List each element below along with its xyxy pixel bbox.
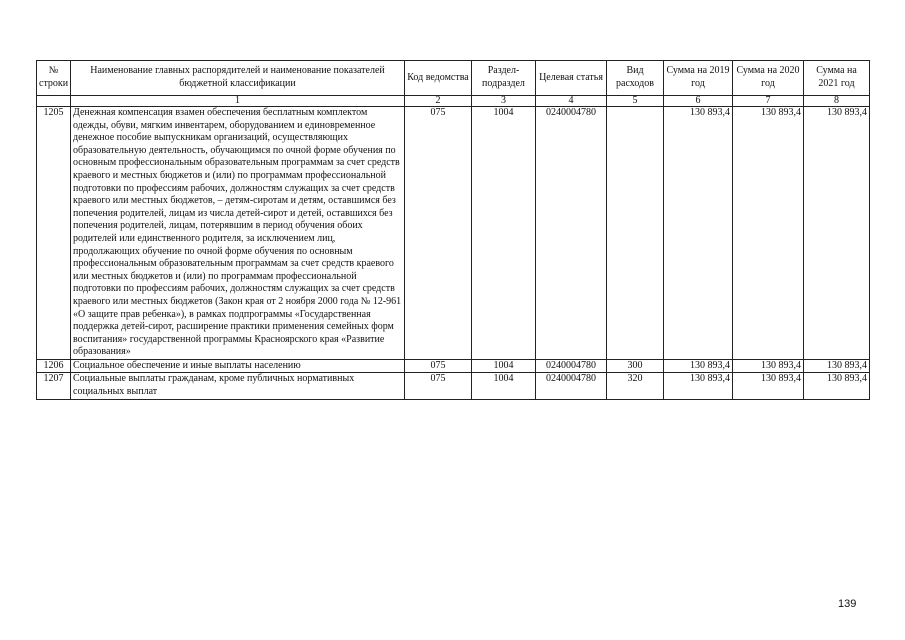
column-number-blank [37,96,71,107]
row-target: 0240004780 [536,373,607,399]
row-section: 1004 [472,373,536,399]
row-number: 1205 [37,107,71,360]
column-number: 1 [71,96,405,107]
row-exp-type [607,107,664,360]
row-section: 1004 [472,359,536,373]
row-sum-2020: 130 893,4 [733,359,804,373]
header-exp-type: Вид расходов [607,61,664,96]
header-sum-2020: Сумма на 2020 год [733,61,804,96]
header-target: Целевая статья [536,61,607,96]
page-number: 139 [838,598,857,610]
header-section: Раздел-подраздел [472,61,536,96]
column-number: 6 [664,96,733,107]
row-exp-type: 320 [607,373,664,399]
row-sum-2019: 130 893,4 [664,359,733,373]
row-target: 0240004780 [536,359,607,373]
header-dept-code: Код ведомства [405,61,472,96]
row-sum-2019: 130 893,4 [664,373,733,399]
header-row-no: № строки [37,61,71,96]
header-sum-2021: Сумма на 2021 год [804,61,870,96]
row-dept-code: 075 [405,359,472,373]
table-row [37,373,870,399]
header-row [37,61,870,96]
row-section: 1004 [472,107,536,360]
table-row [37,359,870,373]
row-sum-2019: 130 893,4 [664,107,733,360]
column-number: 7 [733,96,804,107]
row-target: 0240004780 [536,107,607,360]
row-dept-code: 075 [405,373,472,399]
row-sum-2020: 130 893,4 [733,373,804,399]
row-number: 1207 [37,373,71,399]
column-number: 3 [472,96,536,107]
column-number: 5 [607,96,664,107]
row-name: Социальное обеспечение и иные выплаты населению [71,359,405,373]
row-exp-type: 300 [607,359,664,373]
column-number-row [37,96,870,107]
header-name: Наименование главных распорядителей и наименование показателей бюджетной классификации [71,61,405,96]
row-sum-2020: 130 893,4 [733,107,804,360]
budget-table [36,60,870,400]
column-number: 2 [405,96,472,107]
row-sum-2021: 130 893,4 [804,373,870,399]
row-dept-code: 075 [405,107,472,360]
row-number: 1206 [37,359,71,373]
row-name: Социальные выплаты гражданам, кроме публичных нормативных социальных выплат [71,373,405,399]
row-name: Денежная компенсация взамен обеспечения бесплатным комплектом одежды, обуви, мягким инвентарем, оборудованием и единовременное денежное пособие выпускникам организаций, осуществляющих образовательную деятельность, обучающимся по очной форме обучения по основным профессиональным образовательным программам за счет средств краевого и местных бюджетов и (или) по программам профессиональной подготовки по профессиям рабочих, должностям служащих за счет средств краевого или местных бюджетов, – детям-сиротам и детям, оставшимся без попечения родителей, лицам из числа детей-сирот и детей, оставшихся без попечения родителей, лицам, потерявшим в период обучения обоих родителей или единственного родителя, за исключением лиц, продолжающих обучение по очной форме обучения по основным профессиональным образовательным программам за счет средств краевого или местных бюджетов и (или) по программам профессиональной подготовки по профессиям рабочих, должностям служащих за счет средств краевого или местных бюджетов (Закон края от 2 ноября 2000 года № 12-961 «О защите прав ребенка»), в рамках подпрограммы «Государственная поддержка детей-сирот, расширение практики применения семейных форм воспитания» государственной программы Красноярского края «Развитие образования» [71,107,405,360]
table-row [37,107,870,360]
header-sum-2019: Сумма на 2019 год [664,61,733,96]
row-sum-2021: 130 893,4 [804,359,870,373]
row-sum-2021: 130 893,4 [804,107,870,360]
column-number: 8 [804,96,870,107]
column-number: 4 [536,96,607,107]
